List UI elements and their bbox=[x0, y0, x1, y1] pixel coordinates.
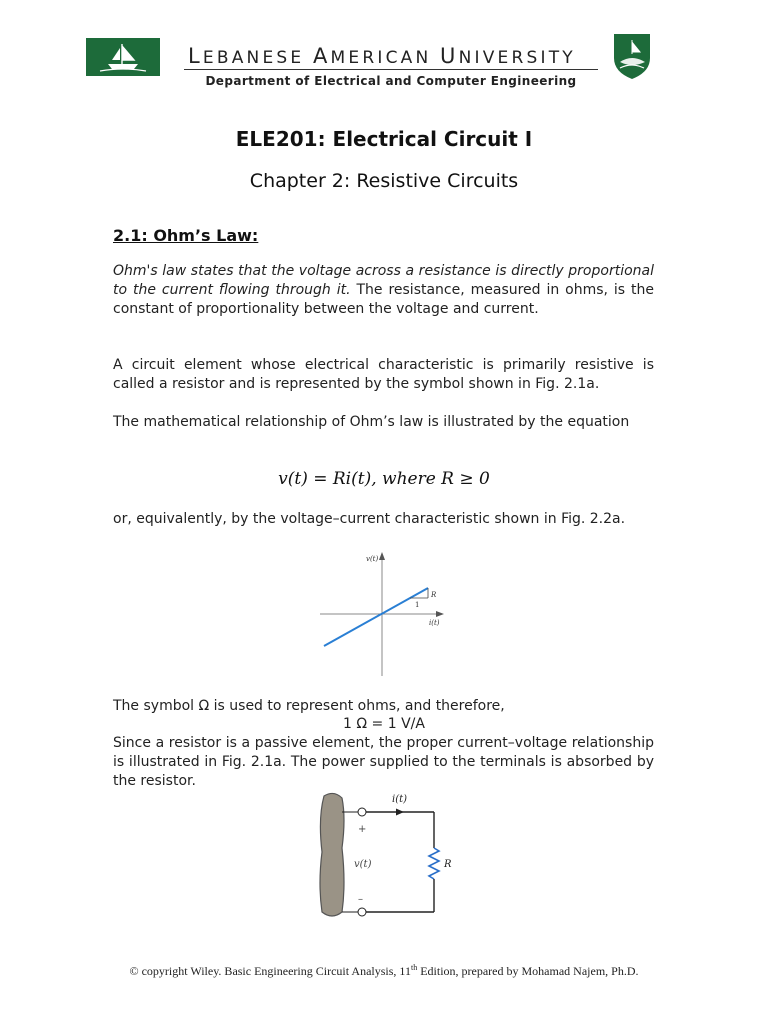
resistor-symbol bbox=[429, 848, 439, 879]
paragraph-resistor: A circuit element whose electrical characteristic is primarily resistive is called a resistor and is represented by the symbol shown in Fig. 2.1a. bbox=[113, 357, 654, 392]
resistor-circuit-figure bbox=[312, 788, 462, 922]
equation-condition: where R ≥ 0 bbox=[382, 469, 490, 489]
current-arrow bbox=[396, 809, 404, 816]
department-name: Department of Electrical and Computer Engineering bbox=[205, 74, 577, 88]
y-axis-label: v(t) bbox=[366, 555, 379, 563]
slope-label: R bbox=[431, 591, 437, 599]
paragraph-relationship: The mathematical relationship of Ohm’s law is illustrated by the equation bbox=[113, 414, 630, 430]
shield-logo bbox=[612, 32, 652, 80]
plus-label: + bbox=[358, 824, 367, 835]
vi-characteristic-figure bbox=[318, 548, 448, 680]
x-axis-label: i(t) bbox=[429, 619, 440, 627]
footer-text-start: © copyright Wiley. Basic Engineering Circuit Analysis, 11 bbox=[129, 964, 411, 978]
x-axis-arrow bbox=[436, 611, 444, 617]
paragraph-ohms-law-definition bbox=[113, 262, 654, 319]
university-word-1: LEBANESE bbox=[188, 44, 305, 68]
resistor-label: R bbox=[444, 859, 452, 870]
run-label: 1 bbox=[415, 601, 420, 609]
resistance-line bbox=[324, 588, 428, 646]
header-rule bbox=[184, 69, 598, 70]
paragraph-passive-element: Since a resistor is a passive element, the proper current–voltage relationship is illustrated in Fig. 2.1a. The power supplied to the terminals is absorbed by the resistor. bbox=[113, 735, 654, 789]
paragraph-ohm-symbol: The symbol Ω is used to represent ohms, and therefore, bbox=[113, 698, 505, 714]
ohm-unit-equation: 1 Ω = 1 V/A bbox=[343, 716, 425, 732]
chapter-title: Chapter 2: Resistive Circuits bbox=[249, 170, 519, 192]
section-heading: 2.1: Ohm’s Law: bbox=[113, 226, 259, 245]
course-title: ELE201: Electrical Circuit I bbox=[235, 127, 533, 151]
bottom-terminal bbox=[358, 908, 366, 916]
equation-main: v(t) = Ri(t), bbox=[278, 469, 377, 489]
network-blob bbox=[320, 793, 344, 916]
ohms-law-equation bbox=[0, 469, 768, 489]
footer-text-end: Edition, prepared by Mohamad Najem, Ph.D. bbox=[417, 964, 639, 978]
y-axis-arrow bbox=[379, 552, 385, 560]
minus-label: – bbox=[358, 894, 363, 905]
top-terminal bbox=[358, 808, 366, 816]
university-name bbox=[188, 44, 588, 68]
university-word-2: AMERICAN bbox=[312, 44, 432, 68]
copyright-footer bbox=[0, 963, 768, 979]
university-logo bbox=[86, 38, 160, 76]
ohms-law-explanation: The resistance, measured in ohms, is the constant of proportionality between the voltage and current. bbox=[113, 282, 654, 317]
current-label: i(t) bbox=[392, 794, 408, 805]
paragraph-vi-characteristic: or, equivalently, by the voltage–current characteristic shown in Fig. 2.2a. bbox=[113, 511, 626, 527]
ohms-law-statement: Ohm's law states that the voltage across a resistance is directly proportional to the current flowing through it. bbox=[113, 263, 654, 298]
footer-superscript: th bbox=[410, 963, 418, 972]
university-word-3: UNIVERSITY bbox=[440, 44, 576, 68]
voltage-label: v(t) bbox=[354, 859, 372, 870]
